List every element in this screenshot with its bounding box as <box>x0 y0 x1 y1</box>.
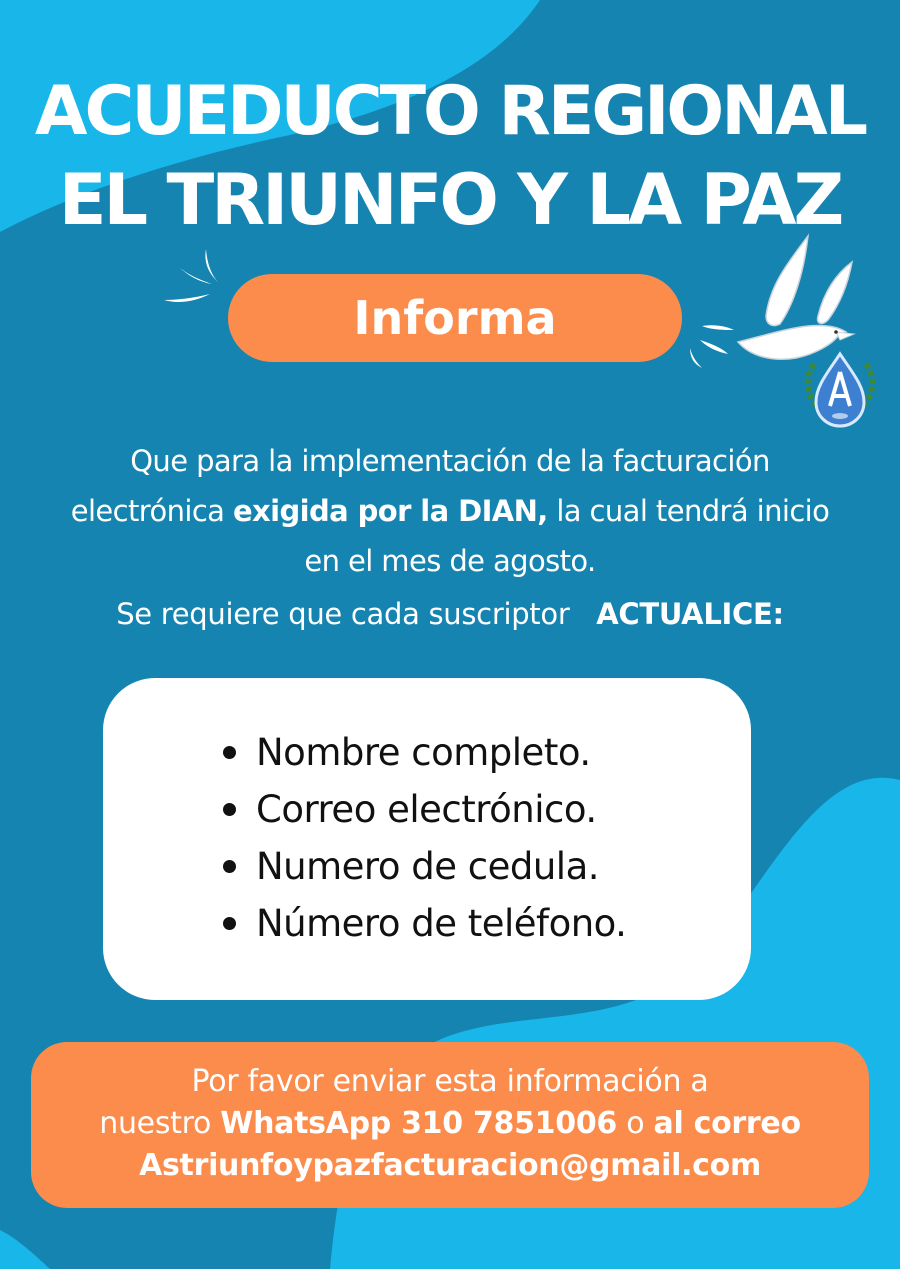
notice-paragraph <box>20 436 880 586</box>
title-line-2: EL TRIUNFO Y LA PAZ <box>58 159 842 241</box>
contact-line-2-start: nuestro <box>99 1106 212 1141</box>
water-drop-logo-icon <box>800 336 880 432</box>
list-item-text: Número de teléfono. <box>256 902 627 945</box>
requirement-emphasis: ACTUALICE: <box>596 597 784 631</box>
list-item-text: Nombre completo. <box>256 731 591 774</box>
requirement-text: Se requiere que cada suscriptor <box>116 597 570 631</box>
list-item <box>223 724 626 781</box>
notice-emphasis: exigida por la DIAN, <box>232 494 548 528</box>
list-item <box>223 781 626 838</box>
checklist-card <box>103 678 751 1000</box>
notice-line-2 <box>20 486 880 536</box>
notice-line-2-start: electrónica <box>70 494 225 528</box>
contact-connector: o <box>626 1106 645 1141</box>
bullet-icon <box>223 860 236 873</box>
informa-label: Informa <box>353 291 557 345</box>
informa-badge <box>228 274 682 362</box>
sparkle-icon <box>160 244 220 310</box>
bullet-icon <box>223 803 236 816</box>
sparkle-icon <box>682 318 738 370</box>
requirement-line <box>0 592 900 636</box>
notice-line-3: en el mes de agosto. <box>304 544 596 578</box>
list-item <box>223 895 626 952</box>
whatsapp-number[interactable]: WhatsApp 310 7851006 <box>220 1106 617 1141</box>
bullet-icon <box>223 917 236 930</box>
bullet-icon <box>223 746 236 759</box>
contact-box <box>31 1042 869 1208</box>
contact-line-2 <box>31 1103 869 1145</box>
notice-line-2-end: la cual tendrá inicio <box>556 494 830 528</box>
checklist <box>223 724 626 952</box>
list-item-text: Numero de cedula. <box>256 845 599 888</box>
email-label: al correo <box>653 1106 801 1141</box>
list-item-text: Correo electrónico. <box>256 788 597 831</box>
contact-line-3 <box>31 1145 869 1187</box>
contact-line-1: Por favor enviar esta información a <box>191 1064 709 1099</box>
title-line-1: ACUEDUCTO REGIONAL <box>34 72 866 151</box>
list-item <box>223 838 626 895</box>
notice-line-1: Que para la implementación de la facturación <box>130 444 770 478</box>
contact-email[interactable]: Astriunfoypazfacturacion@gmail.com <box>139 1148 761 1183</box>
